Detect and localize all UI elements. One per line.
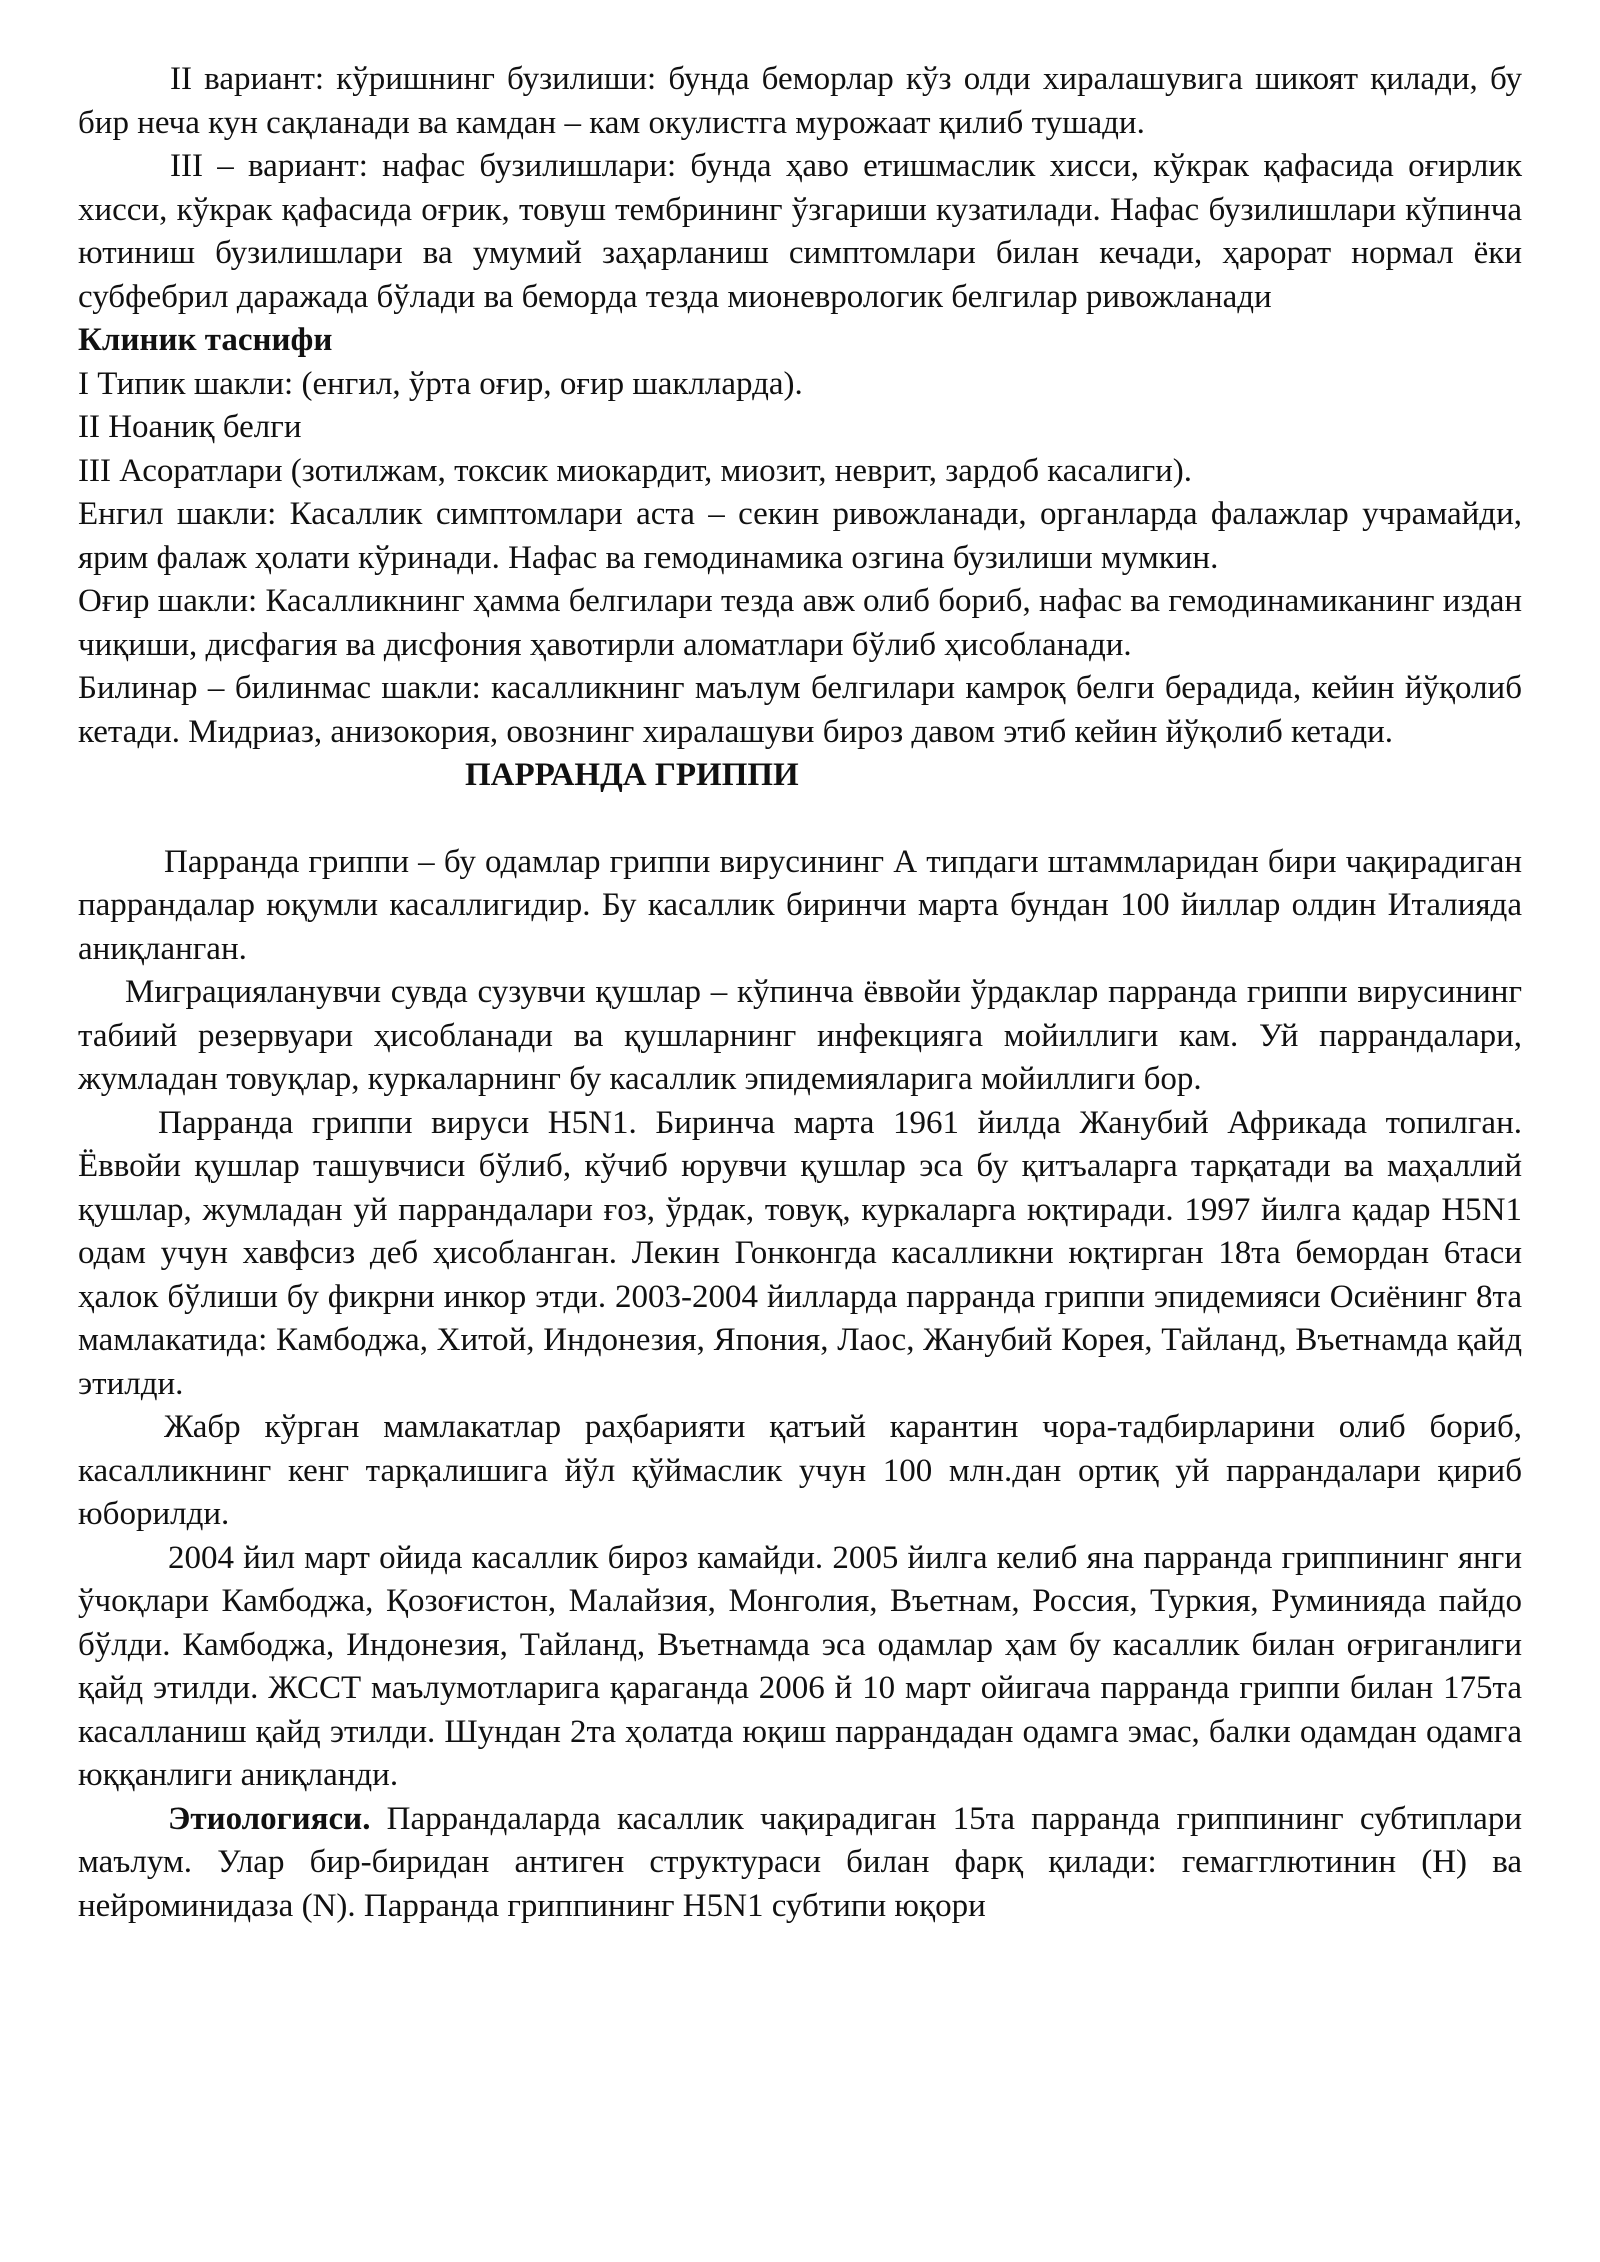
- paragraph-mild-form: Енгил шакли: Касаллик симптомлари аста – секин ривожланади, органларда фалажлар учрамайди, ярим фалаж ҳолати кўринади. Нафас ва гемодинамика озгина бузилиши мумкин.: [78, 496, 1522, 576]
- paragraph-migratory-birds: Миграцияланувчи сувда сузувчи қушлар – кўпинча ёввойи ўрдаклар парранда гриппи вирусининг табиий резервуари ҳисобланади ва қушларнинг инфекцияга мойиллиги кам. Уй паррандалари, жумладан товуқлар, куркаларнинг бу касаллик эпидемияларига мойиллиги бор.: [78, 974, 1522, 1097]
- etiology-label: Этиологияси.: [168, 1800, 371, 1837]
- paragraph-severe-form: Оғир шакли: Касалликнинг ҳамма белгилари тезда авж олиб бориб, нафас ва гемодинамиканинг издан чиқиши, дисфагия ва дисфония ҳавотирли аломатлари бўлиб ҳисобланади.: [78, 583, 1522, 663]
- paragraph-subtle-form: Билинар – билинмас шакли: касалликнинг маълум белгилари камроқ белги берадида, кейин йўқолиб кетади. Мидриаз, анизокория, овознинг хиралашуви бироз давом этиб кейин йўқолиб кетади.: [78, 670, 1522, 750]
- paragraph-spread-2004-2006: 2004 йил март ойида касаллик бироз камайди. 2005 йилга келиб яна парранда гриппининг янги ўчоқлари Камбоджа, Қозоғистон, Малайзия, Монголия, Въетнам, Россия, Туркия, Руминияда пайдо бўлди. Камбоджа, Индонезия, Тайланд, Въетнамда эса одамлар ҳам бу касаллик билан оғриганлиги қайд этилди. ЖССТ маълумотларига қараганда 2006 й 10 март ойигача парранда гриппи билан 175та касалланиш қайд этилди. Шундан 2та ҳолатда юқиш паррандадан одамга эмас, балки одамдан одамга юққанлиги аниқланди.: [78, 1539, 1522, 1793]
- classification-item-2: II Ноаниқ белги: [78, 409, 302, 445]
- paragraph-etiology: [78, 1798, 1522, 1929]
- paragraph-variant-2: II вариант: кўришнинг бузилиши: бунда беморлар кўз олди хиралашувига шикоят қилади, бу бир неча кун сақланади ва камдан – кам окулистга мурожаат қилиб тушади.: [78, 61, 1522, 141]
- classification-item-3: III Асоратлари (зотилжам, токсик миокардит, миозит, неврит, зардоб касалиги).: [78, 452, 1193, 489]
- section-title: ПАРРАНДА ГРИППИ: [465, 757, 799, 793]
- classification-item-1: I Типик шакли: (енгил, ўрта оғир, оғир шаклларда).: [78, 365, 803, 402]
- paragraph-quarantine: Жабр кўрган мамлакатлар раҳбарияти қатъий карантин чора-тадбирларини олиб бориб, касалликнинг кенг тарқалишига йўл қўймаслик учун 100 млн.дан ортиқ уй паррандалари қириб юборилди.: [78, 1409, 1522, 1532]
- clinical-classification-heading: Клиник таснифи: [78, 322, 333, 358]
- paragraph-variant-3: III – вариант: нафас бузилишлари: бунда ҳаво етишмаслик хисси, кўкрак қафасида оғирлик хисси, кўкрак қафасида оғрик, товуш тембрининг ўзгариши кузатилади. Нафас бузилишлари кўпинча ютиниш бузилишлари ва умумий заҳарланиш симптомлари билан кечади, ҳарорат нормал ёки субфебрил даражада бўлади ва беморда тезда мионеврологик белгилар ривожланади: [78, 148, 1522, 315]
- paragraph-bird-flu-intro: Парранда гриппи – бу одамлар гриппи вирусининг А типдаги штаммларидан бири чақирадиган паррандалар юқумли касаллигидир. Бу касаллик биринчи марта бундан 100 йиллар олдин Италияда аниқланган.: [78, 843, 1522, 967]
- paragraph-h5n1-virus: Парранда гриппи вируси H5N1. Биринча марта 1961 йилда Жанубий Африкада топилган. Ёввойи қушлар ташувчиси бўлиб, кўчиб юрувчи қушлар эса бу қитъаларга тарқатади ва маҳаллий қушлар, жумладан уй паррандалари ғоз, ўрдак, товуқ, куркаларга юқтиради. 1997 йилга қадар H5N1 одам учун хавфсиз деб ҳисобланган. Лекин Гонконгда касалликни юқтирган 18та бемордан 6таси ҳалок бўлиши бу фикрни инкор этди. 2003-2004 йилларда парранда гриппи эпидемияси Осиёнинг 8та мамлакатида: Камбоджа, Хитой, Индонезия, Япония, Лаос, Жанубий Корея, Тайланд, Въетнамда қайд этилди.: [78, 1104, 1522, 1402]
- etiology-text: Паррандаларда касаллик чақирадиган 15та парранда гриппининг субтиплари маълум. Улар бир-биридан антиген структураси билан фарқ қилади: гемагглютинин (Н) ва нейроминидаза (N). Парранда гриппининг H5N1 субтипи юқори: [78, 1800, 1522, 1924]
